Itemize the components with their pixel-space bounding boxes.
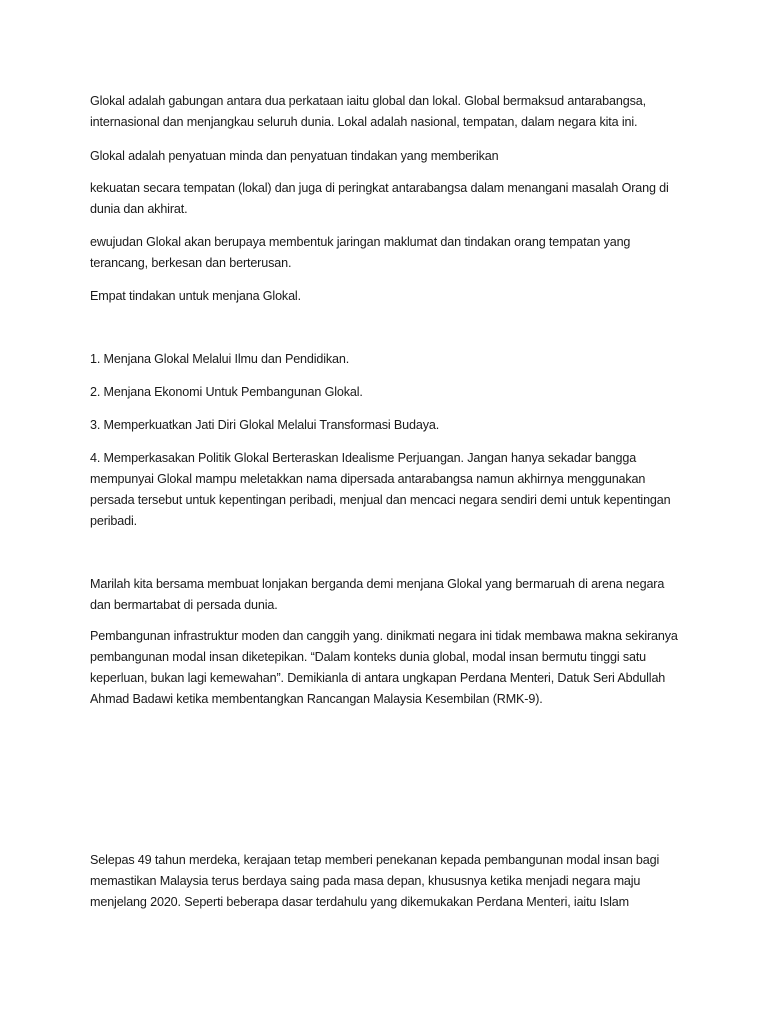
list-item-4: 4. Memperkasakan Politik Glokal Berteraskan Idealisme Perjuangan. Jangan hanya sekadar bangga mempunyai Glokal mampu meletakkan nama dipersada antarabangsa namun akhirnya menggunakan persada tersebut untuk kepentingan peribadi, menjual dan mencaci negara sendiri demi untuk kepentingan peribadi. xyxy=(90,451,671,528)
paragraph-local-strength: kekuatan secara tempatan (lokal) dan juga di peringkat antarabangsa dalam menangani masalah Orang di dunia dan akhirat. xyxy=(90,181,669,216)
paragraph-four-actions-heading: Empat tindakan untuk menjana Glokal. xyxy=(90,289,301,303)
list-item-2: 2. Menjana Ekonomi Untuk Pembangunan Glokal. xyxy=(90,385,363,399)
paragraph-infrastructure: Pembangunan infrastruktur moden dan canggih yang. dinikmati negara ini tidak membawa makna sekiranya pembangunan modal insan diketepikan. “Dalam konteks dunia global, modal insan bermutu tinggi satu keperluan, bukan lagi kemewahan”. Demikianla di antara ungkapan Perdana Menteri, Datuk Seri Abdullah Ahmad Badawi ketika membentangkan Rancangan Malaysia Kesembilan (RMK-9). xyxy=(90,629,678,706)
paragraph-network: ewujudan Glokal akan berupaya membentuk jaringan maklumat dan tindakan orang tempatan yang terancang, berkesan dan berterusan. xyxy=(90,235,631,270)
list-item-1: 1. Menjana Glokal Melalui Ilmu dan Pendidikan. xyxy=(90,352,350,366)
paragraph-call-to-action: Marilah kita bersama membuat lonjakan berganda demi menjana Glokal yang bermaruah di arena negara dan bermartabat di persada dunia. xyxy=(90,577,665,612)
list-item-3: 3. Memperkuatkan Jati Diri Glokal Melalui Transformasi Budaya. xyxy=(90,418,440,432)
paragraph-merdeka: Selepas 49 tahun merdeka, kerajaan tetap memberi penekanan kepada pembangunan modal insan bagi memastikan Malaysia terus berdaya saing pada masa depan, khususnya ketika menjadi negara maju menjelang 2020. Seperti beberapa dasar terdahulu yang dikemukakan Perdana Menteri, iaitu Islam xyxy=(90,853,660,909)
paragraph-glokal-unity: Glokal adalah penyatuan minda dan penyatuan tindakan yang memberikan xyxy=(90,149,499,163)
paragraph-glokal-definition: Glokal adalah gabungan antara dua perkataan iaitu global dan lokal. Global bermaksud antarabangsa, internasional dan menjangkau seluruh dunia. Lokal adalah nasional, tempatan, dalam negara kita ini. xyxy=(90,94,646,129)
